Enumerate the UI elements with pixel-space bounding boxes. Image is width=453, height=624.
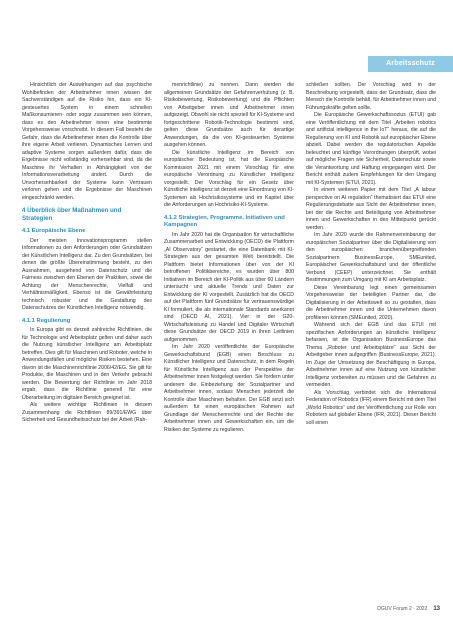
body-paragraph: Im Jahr 2020 veröffentlichte der Europäische Gewerkschaftsbund (EGB) einen Beschluss zu Künstlicher Intelligenz und Datenschutz, in dem Regeln für Künstliche Intelligenz aus der Perspektive der Arbeitnehmer innen festgelegt werden. Sie fordern unter anderem die Einbeziehung der Sozialpartner und Arbeitnehmer innen, sodass Menschen jederzeit die Kontrolle über Maschinen behalten. Der EGB setzt sich außerdem für einen europäischen Rahmen auf Grundlage der Menschenrechte und der Rechte der Arbeitnehmer innen und Gewerkschaften ein, um die Risiken der Systeme zu regulieren.: [164, 344, 294, 433]
column-1: [22, 82, 152, 607]
body-paragraph: Der meisten Innovationsprogramm stellen Informationen zu den Anforderungen oder Grundsätzen der Künstlichen Intelligenz dar. Zu den Grundsätzen, bei denen die größte Übereinstimmung besteht, zu den Ausnahmen, ausgehend von Datenschutz und die Fairness zwischen den Ebenen der Praktiken, sowie die Achtung der Menschenrechte, Vielfalt und Verhältnismäßigkeit. Ebenso ist die Gewährleistung technisch robuster und die Gestaltung des Datenschutzes der Künstlichen Intelligenz notwendig.: [22, 237, 152, 311]
section-tag: Arbeitsschutz: [368, 56, 453, 72]
body-paragraph: menrichtlinie) zu nennen. Dann werden die allgemeinen Grundsätze der Gefahrenverhütung (z. B. Risikobewertung, Risikobewertung) und die Pflichten von Arbeitgeber innen und Arbeitnehmer innen aufgezeigt. Obwohl sie nicht speziell für KI-Systeme und fortgeschrittene Robotik-Technologie bestimmt sind, gelten diese Grundsätze auch für derartige Anwendungen, da die von KI-gesteuerten Systeme ausgehen können.: [164, 82, 294, 148]
body-paragraph: Im Jahr 2020 hat die Organisation für wirtschaftliche Zusammenarbeit und Entwicklung (OECD) die Plattform „AI Observatory“ gestartet, die eine Datenbank mit KI-Strategien aus der gesamten Welt bereitstellt. Die Plattform bietet Informationen über von der KI betroffenen Politikbereiche, es wurden über 800 Initiativen im Bereich der KI-Politik aus über 60 Ländern untersucht und aktuelle Trends und Daten zur Entwicklung der KI vorgestellt. Zusätzlich hat die OECD auf der Plattform fünf Grundsätze für vertrauenswürdige KI formuliert, die als internationale Standards anerkannt sind (OECD AI, 2021). Vier in der G20-Wirtschaftsleistung zu Handel und Digitaler Wirtschaft diese Grundsätze der OECD 2019 in ihren Leitlinien aufgenommen.: [164, 231, 294, 343]
subsection-heading: 4.1.2 Strategien, Programme, Initiativen und Kampagnen: [164, 214, 285, 228]
body-paragraph: Hinsichtlich der Auswirkungen auf das psychische Wohlbefinden der Arbeitnehmer innen wissen der Sachverständigen auf die Risiko hin, dass ein KI-gesteuertes System in einem schnellen Maßkonsumieren- oder sogar zusammen sein können, dass es den Arbeitnehmer innen eine bestimmte Vorgehensweise vorschreibt. In diesem Fall besteht die Gefahr, dass die Arbeitnehmer innen die Kontrolle über ihre eigene Arbeit verlieren. Dynamisches Lernen und adaptive Systeme sorgen außerdem dafür, dass die Ergebnisse nicht vollständig vorhersehbar sind, da die Maschine ihr Verhalten in Abhängigkeit von der Informationsverarbeitung ändert. Durch die Unvorhersehbarkeit der Systeme kann Vertrauen verloren gehen und die Ergebnisse der Maschinen eingeschränkt werden.: [22, 82, 152, 201]
subsection-heading: 4.1.1 Regulierung: [22, 317, 71, 324]
column-2: [164, 82, 294, 607]
body-paragraph: Die künstliche Intelligenz im Bereich von europäischer Bedeutung ist, hat die Europäische Kommission 2021 mit einem Vorschlag für eine europäische Verordnung zu Künstlicher Intelligenz vorgestellt. Der Vorschlag für ein Gesetz über Künstliche Intelligenz ist derzeit eine Einordnung von KI-Systemen als Hochrisikosysteme und im Kapitel über die Anforderungen an Hochrisiko-KI-Systeme.: [164, 149, 294, 208]
page-footer: [377, 606, 440, 612]
body-paragraph: Während sich der EGB und das ETUI mit spezifischen Anforderungen an künstliche Intelligenz befassen, ist die Organisation BusinessEurope das Thema „Roboter und Arbeitsplätze“ aus Sicht der Arbeitgeber innen aufgegriffen (BusinessEurope, 2021). Im Zuge der Umsetzung der Beschäftigung in Europa, Arbeitnehmer innen auf eine Nutzung von künstlicher Intelligenz vorbereiten zu müssen und die Gefahren zu vermeiden.: [306, 322, 436, 388]
body-paragraph: Diese Vereinbarung legt einen gemeinsamen Vorgehensweise der beteiligten Partner dar, die Digitalisierung in der Arbeitswelt so zu gestalten, dass die Arbeitnehmer innen und die Unternehmen davon profitieren können (SMEunited, 2020).: [306, 284, 436, 321]
article-body: [22, 82, 440, 607]
journal-label: DGUV Forum 2 · 2022: [377, 606, 428, 612]
body-paragraph: Die Europäische Gewerkschaftssozius (ETUI) gab eine Veröffentlichung mit dem Titel „Arbeiten robotics and artificial intelligence in the IoT“ heraus, die auf die Regulierung von KI und Robotik auf europäischer Ebene abzielt. Dabei werden die regulatorischen Aspekte beleuchtet und künftige Verordnungen überprüft, wobei auf mögliche Fragen wie Sicherheit, Datenschutz sowie die Verantwortung und Haftung eingegangen wird. Der Bericht enthält zudem Empfehlungen für den Umgang mit KI-Systemen (ETUI, 2021).: [306, 112, 436, 186]
body-paragraph: schließen sollten. Der Vorschlag wird in der Beschreibung vorgestellt, dass der Grundsatz, dass die Mensch die Kontrolle behält, für Arbeitnehmer innen und Führungskräfte gelten sollte.: [306, 82, 436, 111]
body-paragraph: In einem weiteren Papier mit dem Titel „A labour perspective on AI regulation“ thematisiert das ETUI eine Regulierungsdebatte aus Sicht der Arbeitnehmer innen, bei der die Rechte und Beteiligung von Arbeitnehmer innen und Gewerkschaften in den Mittelpunkt gerückt werden.: [306, 187, 436, 231]
section-heading: 4 Überblick über Maßnahmen und Strategien: [22, 207, 122, 222]
page-number: 13: [433, 606, 440, 612]
body-paragraph: In Europa gibt es derzeit zahlreiche Richtlinien, die für Technologie und Arbeitsplatz gelten und daher auch die Nutzung künstlicher Intelligenz am Arbeitsplatz betreffen. Dies gilt für Maschinen und Roboter, welche in Anwendungsfällen und mögliche Risiken bestehen. Eine davon ist die Maschinenrichtlinie 2006/42/EG. Sie gilt für Produkte, die Maschinen und in den Verkehr gebracht werden. Die Bewertung der Richtlinie im Jahr 2018 ergab, dass die Richtlinie generell für eine Überarbeitung im digitalen Bereich geeignet ist.: [22, 327, 152, 401]
body-paragraph: Als Vorschlag verbindet sich die International Federation of Robotics (IFR) einem Bericht mit dem Titel „World Robotics“ und der Veröffentlichung zur Rolle von Robotern auf globaler Ebene (IFR, 2021). Dieser Bericht soll einen: [306, 389, 436, 426]
body-paragraph: Im Jahr 2020 wurde die Rahmenvereinbarung der europäischen Sozialpartner über die Digitalisierung von den europäischen branchenübergreifenden Sozialpartnern BusinessEurope, SMEunited, Europäischer Gewerkschaftsbund und der öffentliche Verbund (CEEP) unterzeichnet. Sie enthält Bestimmungen zum Umgang mit KI am Arbeitsplatz.: [306, 232, 436, 283]
column-3: [306, 82, 436, 607]
subsection-heading: 4.1 Europäische Ebene: [22, 228, 86, 234]
body-paragraph: Als weitere wichtige Richtlinien in diesem Zusammenhang die Richtlinien 89/391/EWG über Sicherheit und Gesundheitsschutz bei der Arbeit (Rah-: [22, 402, 152, 423]
